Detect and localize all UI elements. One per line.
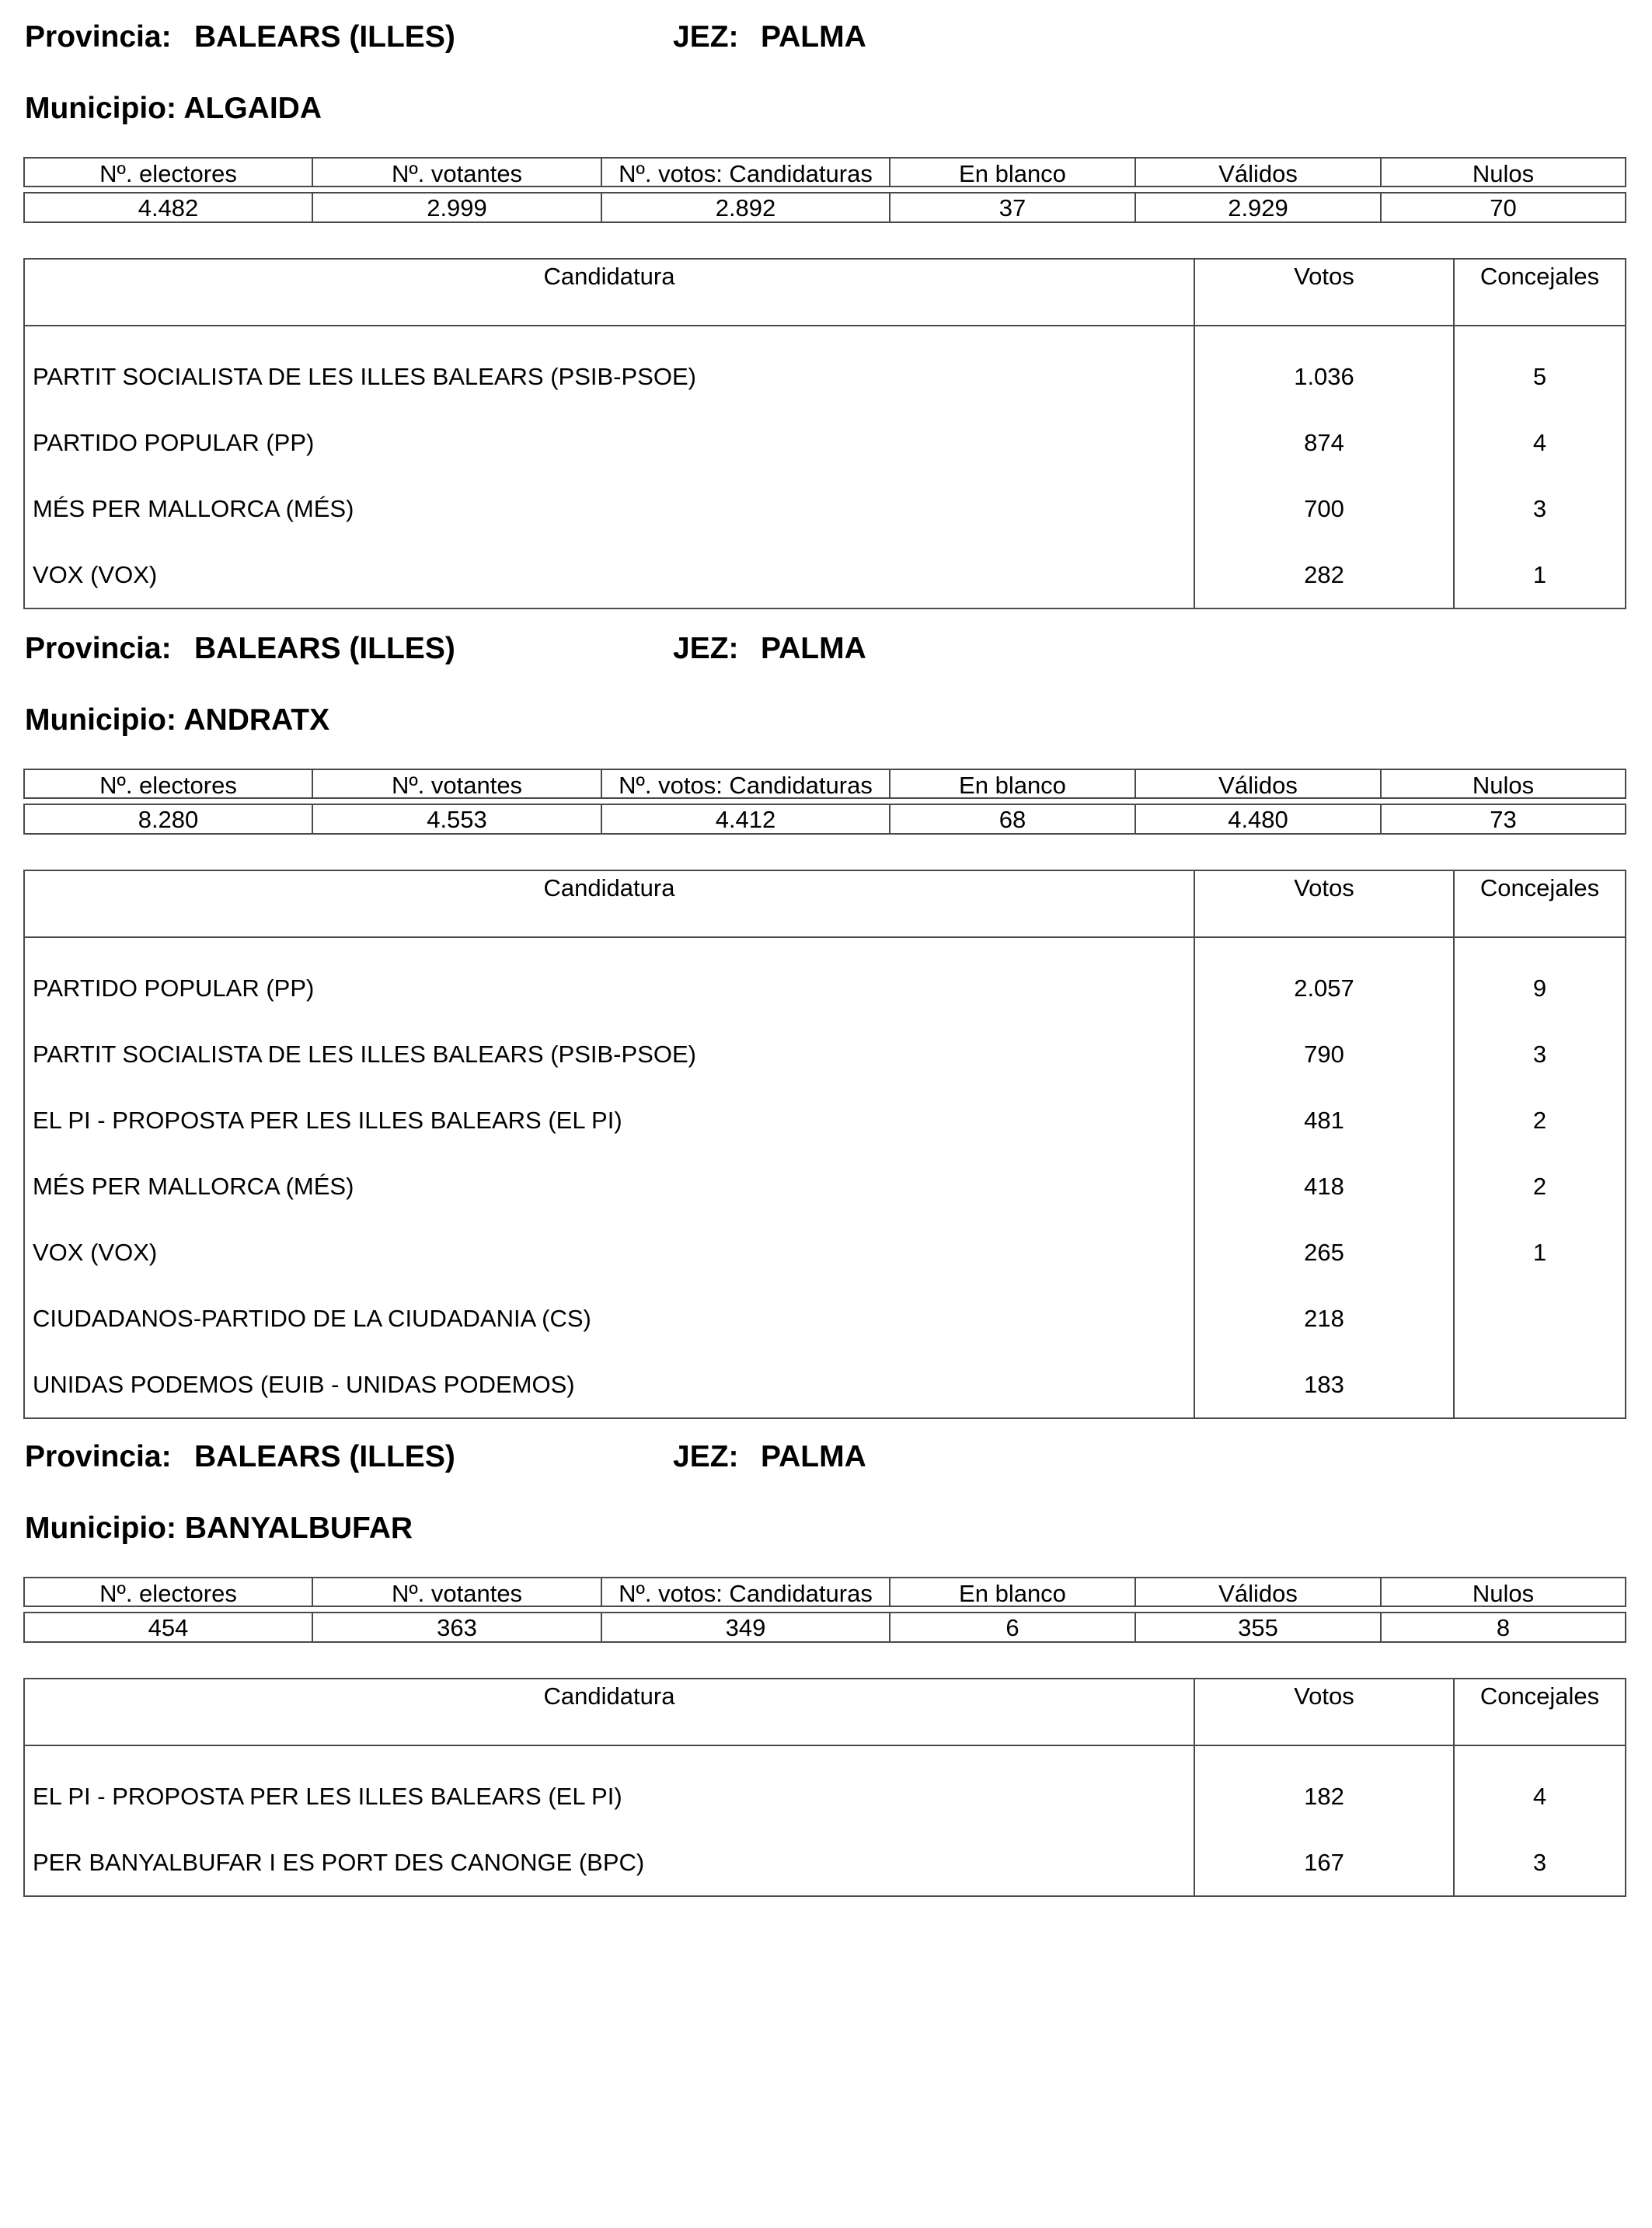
summary-table (23, 1577, 1626, 1643)
summary-header-votos-candidaturas: Nº. votos: Candidaturas (601, 769, 890, 798)
candidatura-name: PER BANYALBUFAR I ES PORT DES CANONGE (BPC) (24, 1829, 1194, 1896)
summary-value-electores: 4.482 (24, 193, 312, 222)
summary-value-nulos: 8 (1381, 1613, 1626, 1642)
summary-header-electores: Nº. electores (24, 769, 312, 798)
summary-header-votos-candidaturas: Nº. votos: Candidaturas (601, 158, 890, 187)
candidatura-name: VOX (VOX) (24, 1219, 1194, 1285)
summary-header-votos-candidaturas: Nº. votos: Candidaturas (601, 1578, 890, 1606)
jez-heading (673, 22, 866, 52)
candidatura-concejales: 2 (1454, 1087, 1626, 1153)
candidatura-concejales: 5 (1454, 343, 1626, 410)
summary-table (23, 769, 1626, 835)
candidatura-votos: 790 (1194, 1021, 1454, 1087)
summary-value-votantes: 363 (312, 1613, 601, 1642)
summary-value-validos: 355 (1135, 1613, 1381, 1642)
table-row (24, 476, 1626, 542)
jez-heading (673, 1442, 866, 1472)
candidatura-votos: 2.057 (1194, 955, 1454, 1021)
candidatura-name: PARTIDO POPULAR (PP) (24, 955, 1194, 1021)
candidatura-concejales (1454, 1285, 1626, 1351)
candidatura-concejales: 2 (1454, 1153, 1626, 1219)
municipio-value: BANYALBUFAR (184, 1511, 413, 1545)
table-row (24, 955, 1626, 1021)
candidatura-name: MÉS PER MALLORCA (MÉS) (24, 1153, 1194, 1219)
summary-header-votantes: Nº. votantes (312, 158, 601, 187)
candidaturas-table (23, 1678, 1626, 1897)
summary-value-votos-candidaturas: 349 (601, 1613, 890, 1642)
candidatura-name: PARTIT SOCIALISTA DE LES ILLES BALEARS (PSIB-PSOE) (24, 1021, 1194, 1087)
provincia-label: Provincia: (25, 20, 172, 54)
candidatura-name: PARTIT SOCIALISTA DE LES ILLES BALEARS (PSIB-PSOE) (24, 343, 1194, 410)
summary-header-votantes: Nº. votantes (312, 769, 601, 798)
table-row (24, 1021, 1626, 1087)
municipio-label: Municipio: (25, 1511, 176, 1545)
summary-value-validos: 4.480 (1135, 804, 1381, 834)
jez-label: JEZ: (673, 632, 739, 665)
col-header-votos: Votos (1194, 870, 1454, 937)
provincia-label: Provincia: (25, 632, 172, 665)
provincia-value: BALEARS (ILLES) (194, 1440, 455, 1473)
candidatura-concejales: 3 (1454, 1829, 1626, 1896)
summary-header-validos: Válidos (1135, 1578, 1381, 1606)
jez-label: JEZ: (673, 20, 739, 54)
summary-header-validos: Válidos (1135, 158, 1381, 187)
summary-header-en-blanco: En blanco (890, 1578, 1135, 1606)
summary-value-en-blanco: 6 (890, 1613, 1135, 1642)
summary-value-nulos: 73 (1381, 804, 1626, 834)
summary-value-votantes: 2.999 (312, 193, 601, 222)
municipio-heading (25, 1513, 413, 1543)
col-header-candidatura: Candidatura (24, 1679, 1194, 1745)
municipio-block (0, 612, 1652, 1420)
provincia-label: Provincia: (25, 1440, 172, 1473)
summary-header-en-blanco: En blanco (890, 769, 1135, 798)
col-header-concejales: Concejales (1454, 1679, 1626, 1745)
municipio-value: ANDRATX (183, 703, 330, 737)
table-row (24, 410, 1626, 476)
candidaturas-table (23, 258, 1626, 609)
summary-value-validos: 2.929 (1135, 193, 1381, 222)
jez-value: PALMA (761, 1440, 866, 1473)
candidaturas-table (23, 870, 1626, 1419)
jez-value: PALMA (761, 632, 866, 665)
municipio-block (0, 1420, 1652, 2228)
candidatura-concejales: 4 (1454, 410, 1626, 476)
summary-value-en-blanco: 68 (890, 804, 1135, 834)
candidatura-name: CIUDADANOS-PARTIDO DE LA CIUDADANIA (CS) (24, 1285, 1194, 1351)
table-row (24, 1285, 1626, 1351)
provincia-heading (25, 1442, 455, 1472)
table-row (24, 1219, 1626, 1285)
candidatura-votos: 874 (1194, 410, 1454, 476)
municipio-label: Municipio: (25, 703, 176, 737)
candidatura-votos: 167 (1194, 1829, 1454, 1896)
candidatura-name: PARTIDO POPULAR (PP) (24, 410, 1194, 476)
candidatura-concejales: 9 (1454, 955, 1626, 1021)
summary-header-electores: Nº. electores (24, 1578, 312, 1606)
summary-value-nulos: 70 (1381, 193, 1626, 222)
candidatura-concejales (1454, 1351, 1626, 1418)
jez-heading (673, 633, 866, 664)
table-row (24, 1829, 1626, 1896)
candidatura-votos: 265 (1194, 1219, 1454, 1285)
candidatura-votos: 282 (1194, 542, 1454, 608)
summary-table (23, 157, 1626, 223)
candidatura-votos: 218 (1194, 1285, 1454, 1351)
summary-value-votos-candidaturas: 4.412 (601, 804, 890, 834)
col-header-concejales: Concejales (1454, 870, 1626, 937)
candidatura-name: EL PI - PROPOSTA PER LES ILLES BALEARS (EL PI) (24, 1763, 1194, 1829)
candidatura-name: VOX (VOX) (24, 542, 1194, 608)
summary-value-votantes: 4.553 (312, 804, 601, 834)
candidatura-concejales: 1 (1454, 542, 1626, 608)
candidatura-name: MÉS PER MALLORCA (MÉS) (24, 476, 1194, 542)
candidatura-votos: 182 (1194, 1763, 1454, 1829)
col-header-candidatura: Candidatura (24, 259, 1194, 326)
summary-header-en-blanco: En blanco (890, 158, 1135, 187)
table-row (24, 1087, 1626, 1153)
candidatura-votos: 700 (1194, 476, 1454, 542)
provincia-value: BALEARS (ILLES) (194, 632, 455, 665)
summary-value-votos-candidaturas: 2.892 (601, 193, 890, 222)
municipio-value: ALGAIDA (183, 92, 322, 125)
jez-value: PALMA (761, 20, 866, 54)
table-row (24, 1351, 1626, 1418)
col-header-votos: Votos (1194, 1679, 1454, 1745)
candidatura-concejales: 1 (1454, 1219, 1626, 1285)
col-header-votos: Votos (1194, 259, 1454, 326)
summary-header-nulos: Nulos (1381, 1578, 1626, 1606)
candidatura-votos: 418 (1194, 1153, 1454, 1219)
municipio-label: Municipio: (25, 92, 176, 125)
summary-header-nulos: Nulos (1381, 158, 1626, 187)
candidatura-name: UNIDAS PODEMOS (EUIB - UNIDAS PODEMOS) (24, 1351, 1194, 1418)
jez-label: JEZ: (673, 1440, 739, 1473)
candidatura-votos: 183 (1194, 1351, 1454, 1418)
summary-value-electores: 8.280 (24, 804, 312, 834)
summary-value-en-blanco: 37 (890, 193, 1135, 222)
candidatura-name: EL PI - PROPOSTA PER LES ILLES BALEARS (EL PI) (24, 1087, 1194, 1153)
candidatura-concejales: 3 (1454, 476, 1626, 542)
candidatura-concejales: 3 (1454, 1021, 1626, 1087)
table-row (24, 542, 1626, 608)
municipio-heading (25, 705, 329, 735)
provincia-value: BALEARS (ILLES) (194, 20, 455, 54)
table-row (24, 343, 1626, 410)
candidatura-votos: 481 (1194, 1087, 1454, 1153)
provincia-heading (25, 633, 455, 664)
table-row (24, 1153, 1626, 1219)
summary-header-nulos: Nulos (1381, 769, 1626, 798)
candidatura-concejales: 4 (1454, 1763, 1626, 1829)
summary-value-electores: 454 (24, 1613, 312, 1642)
municipio-heading (25, 93, 322, 124)
summary-header-validos: Válidos (1135, 769, 1381, 798)
provincia-heading (25, 22, 455, 52)
summary-header-votantes: Nº. votantes (312, 1578, 601, 1606)
candidatura-votos: 1.036 (1194, 343, 1454, 410)
col-header-candidatura: Candidatura (24, 870, 1194, 937)
table-row (24, 1763, 1626, 1829)
col-header-concejales: Concejales (1454, 259, 1626, 326)
summary-header-electores: Nº. electores (24, 158, 312, 187)
